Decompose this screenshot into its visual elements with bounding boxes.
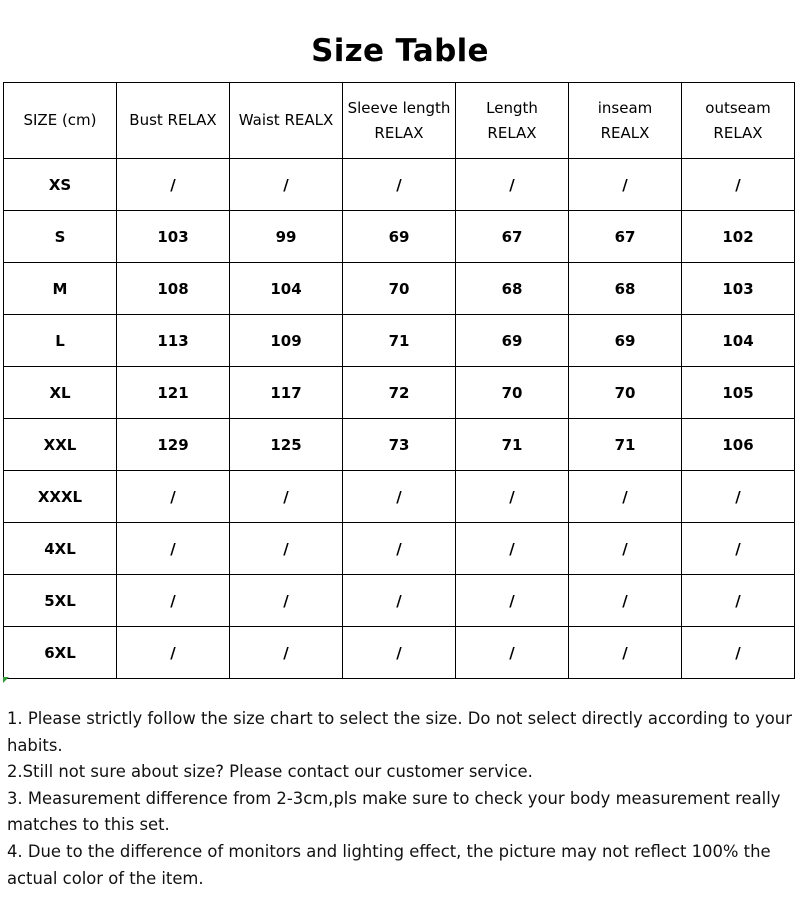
table-row	[4, 523, 795, 575]
measurement-cell: /	[456, 627, 569, 679]
measurement-cell: 105	[682, 367, 795, 419]
table-row	[4, 575, 795, 627]
measurement-cell: 108	[117, 263, 230, 315]
notes-section	[7, 706, 795, 892]
measurement-cell: /	[343, 159, 456, 211]
measurement-cell: 68	[456, 263, 569, 315]
header-cell-inseam: inseam REALX	[569, 83, 682, 159]
table-row	[4, 471, 795, 523]
measurement-cell: /	[682, 575, 795, 627]
measurement-cell: 69	[569, 315, 682, 367]
size-label-cell: 5XL	[4, 575, 117, 627]
measurement-cell: 70	[569, 367, 682, 419]
measurement-cell: /	[230, 575, 343, 627]
header-cell-size: SIZE (cm)	[4, 83, 117, 159]
size-label-cell: XXL	[4, 419, 117, 471]
measurement-cell: 103	[117, 211, 230, 263]
measurement-cell: /	[569, 523, 682, 575]
table-row	[4, 263, 795, 315]
measurement-cell: /	[343, 627, 456, 679]
measurement-cell: 71	[343, 315, 456, 367]
table-body	[4, 159, 795, 679]
measurement-cell: /	[117, 523, 230, 575]
measurement-cell: 71	[456, 419, 569, 471]
measurement-cell: 103	[682, 263, 795, 315]
table-row	[4, 315, 795, 367]
measurement-cell: /	[682, 627, 795, 679]
table-row	[4, 419, 795, 471]
measurement-cell: 104	[682, 315, 795, 367]
measurement-cell: 106	[682, 419, 795, 471]
measurement-cell: 70	[456, 367, 569, 419]
table-row	[4, 211, 795, 263]
measurement-cell: 99	[230, 211, 343, 263]
measurement-cell: 68	[569, 263, 682, 315]
measurement-cell: /	[117, 159, 230, 211]
measurement-cell: /	[456, 159, 569, 211]
size-label-cell: XL	[4, 367, 117, 419]
size-label-cell: XXXL	[4, 471, 117, 523]
header-cell-outseam: outseam RELAX	[682, 83, 795, 159]
size-label-cell: M	[4, 263, 117, 315]
measurement-cell: 67	[569, 211, 682, 263]
note-2: 2.Still not sure about size? Please contact our customer service.	[7, 762, 533, 782]
size-label-cell: 6XL	[4, 627, 117, 679]
measurement-cell: /	[343, 471, 456, 523]
table-row	[4, 627, 795, 679]
measurement-cell: 73	[343, 419, 456, 471]
measurement-cell: 69	[456, 315, 569, 367]
note-1: 1. Please strictly follow the size chart to select the size. Do not select directly according to your habits.	[7, 709, 792, 755]
measurement-cell: /	[682, 523, 795, 575]
measurement-cell: 69	[343, 211, 456, 263]
measurement-cell: /	[117, 471, 230, 523]
measurement-cell: 113	[117, 315, 230, 367]
note-4: 4. Due to the difference of monitors and lighting effect, the picture may not reflect 100% the actual color of the item.	[7, 841, 771, 888]
header-cell-bust: Bust RELAX	[117, 83, 230, 159]
measurement-cell: 117	[230, 367, 343, 419]
measurement-cell: /	[117, 575, 230, 627]
measurement-cell: /	[230, 159, 343, 211]
measurement-cell: 67	[456, 211, 569, 263]
measurement-cell: /	[569, 575, 682, 627]
table-row	[4, 367, 795, 419]
measurement-cell: 70	[343, 263, 456, 315]
measurement-cell: /	[456, 471, 569, 523]
measurement-cell: 71	[569, 419, 682, 471]
header-cell-sleeve-length: Sleeve length RELAX	[343, 83, 456, 159]
size-table	[3, 82, 795, 679]
measurement-cell: /	[569, 627, 682, 679]
measurement-cell: /	[343, 575, 456, 627]
header-cell-waist: Waist REALX	[230, 83, 343, 159]
measurement-cell: /	[456, 523, 569, 575]
measurement-cell: /	[117, 627, 230, 679]
measurement-cell: 125	[230, 419, 343, 471]
measurement-cell: /	[682, 471, 795, 523]
measurement-cell: /	[230, 523, 343, 575]
green-corner-marker	[3, 677, 9, 683]
measurement-cell: 72	[343, 367, 456, 419]
measurement-cell: /	[343, 523, 456, 575]
measurement-cell: 104	[230, 263, 343, 315]
measurement-cell: /	[230, 627, 343, 679]
size-label-cell: 4XL	[4, 523, 117, 575]
measurement-cell: 102	[682, 211, 795, 263]
measurement-cell: /	[682, 159, 795, 211]
size-label-cell: S	[4, 211, 117, 263]
table-header-row	[4, 83, 795, 159]
measurement-cell: 129	[117, 419, 230, 471]
measurement-cell: /	[569, 471, 682, 523]
measurement-cell: /	[230, 471, 343, 523]
note-3: 3. Measurement difference from 2-3cm,pls make sure to check your body measurement really matches to this set.	[7, 788, 781, 835]
measurement-cell: /	[569, 159, 682, 211]
measurement-cell: /	[456, 575, 569, 627]
table-row	[4, 159, 795, 211]
page-title: Size Table	[311, 33, 489, 69]
header-cell-length: Length RELAX	[456, 83, 569, 159]
measurement-cell: 109	[230, 315, 343, 367]
size-label-cell: XS	[4, 159, 117, 211]
measurement-cell: 121	[117, 367, 230, 419]
size-label-cell: L	[4, 315, 117, 367]
